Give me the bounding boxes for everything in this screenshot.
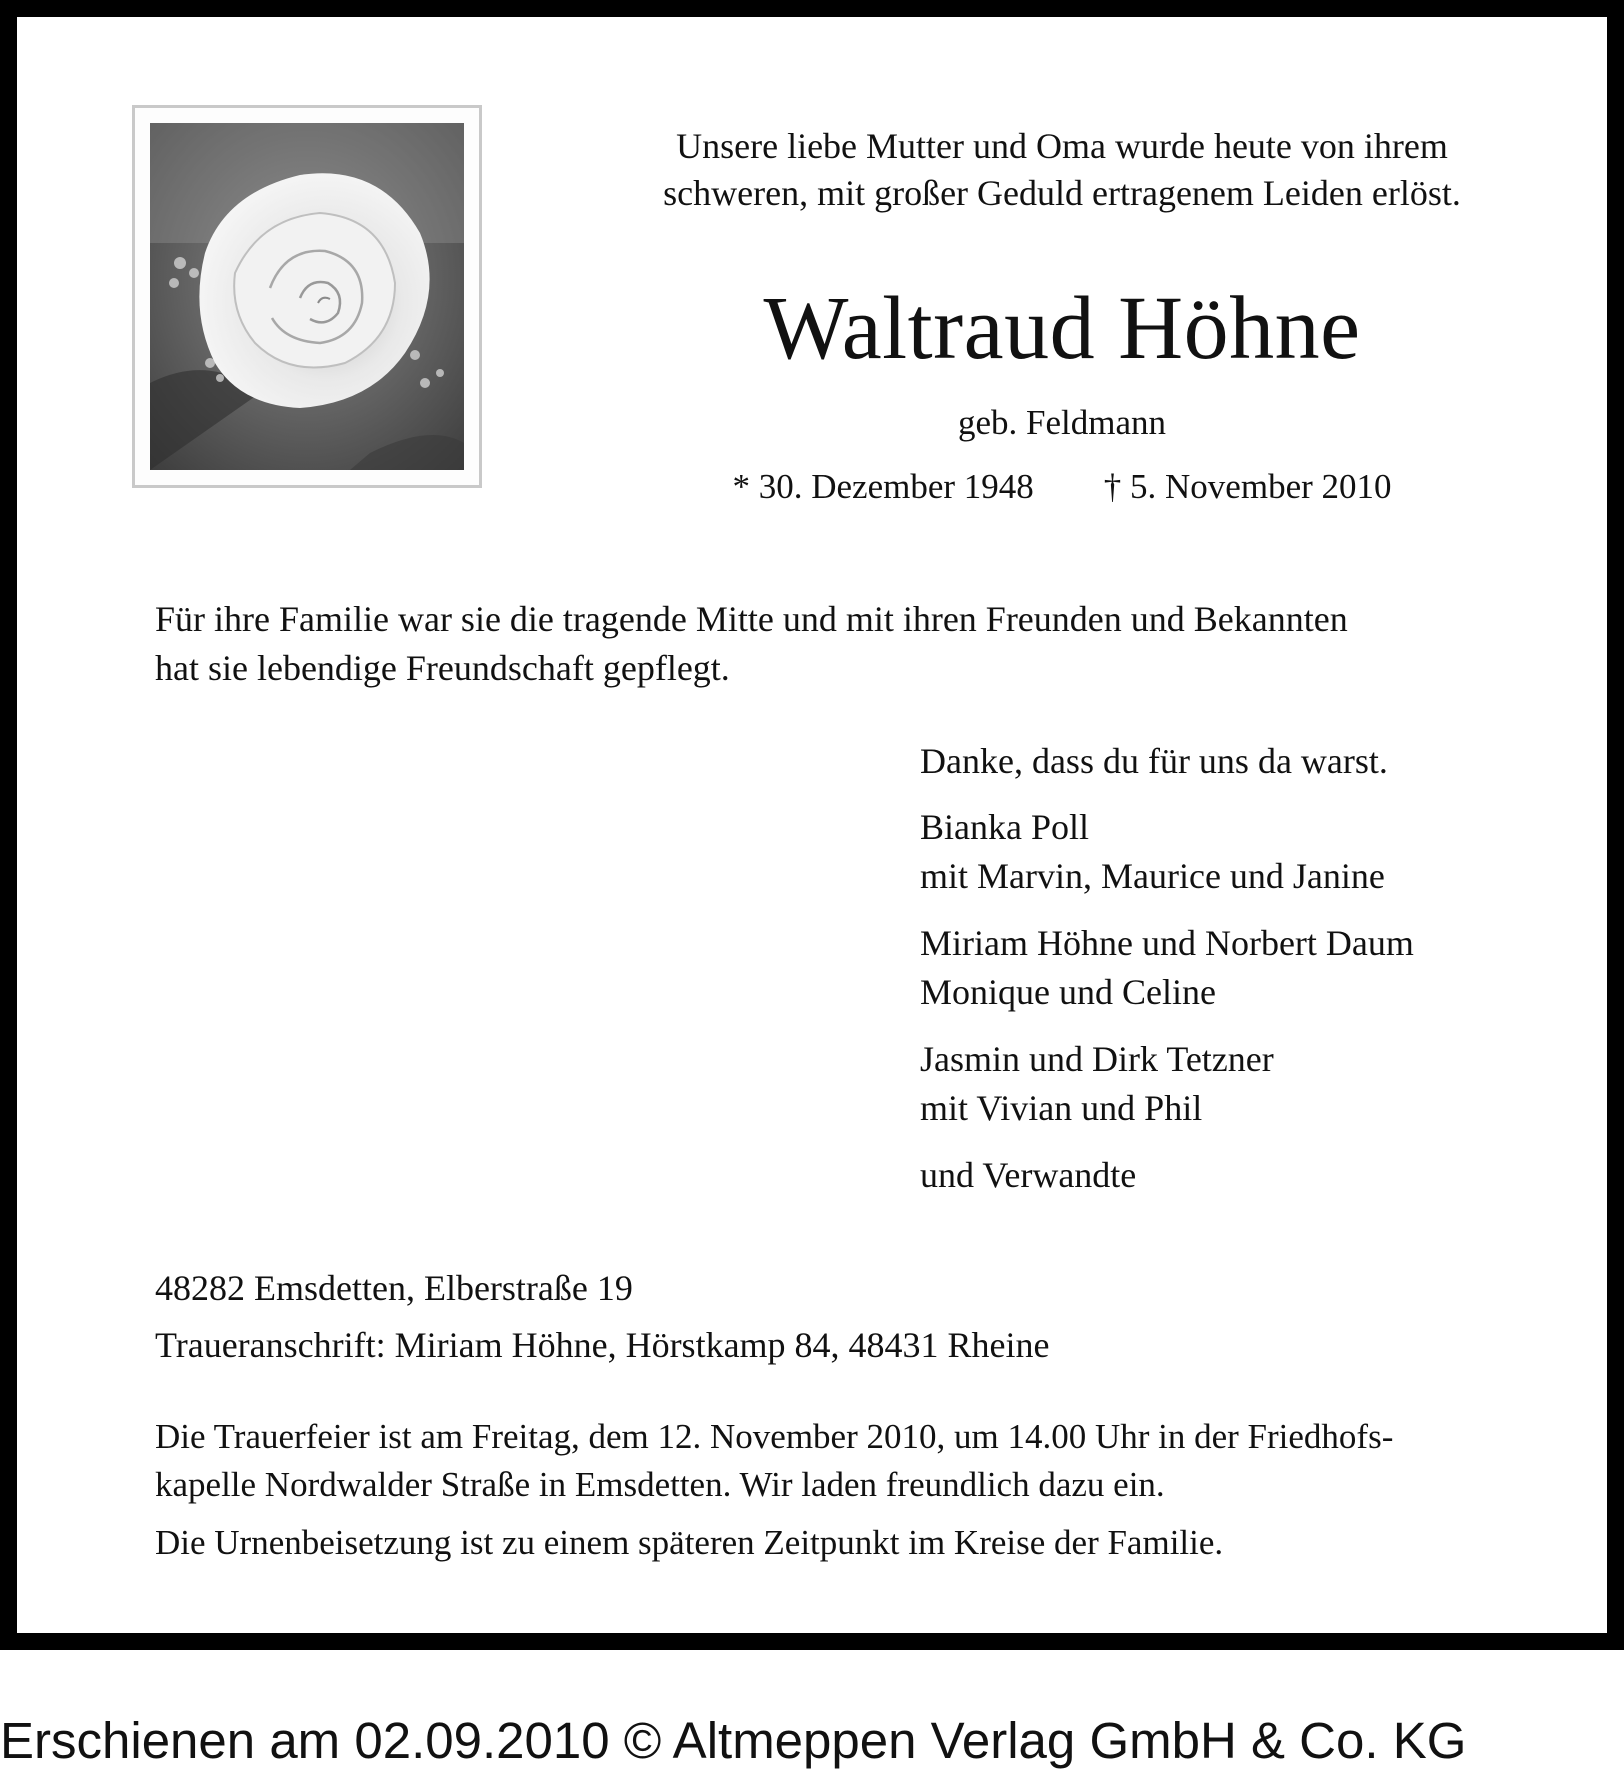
home-address: 48282 Emsdetten, Elberstraße 19 [155, 1268, 633, 1308]
mourner-line: Monique und Celine [920, 972, 1216, 1012]
ceremony-text [155, 1413, 1555, 1509]
mourner-line: mit Vivian und Phil [920, 1088, 1203, 1128]
photo-frame [132, 105, 482, 488]
mourner-group [920, 919, 1560, 1017]
mourner-group [920, 803, 1560, 901]
tribute-text [155, 595, 1555, 693]
white-rose-photo [150, 123, 464, 470]
intro-text [612, 123, 1512, 217]
mourner-group [920, 1035, 1560, 1133]
mourner-line: Miriam Höhne und Norbert Daum [920, 923, 1414, 963]
mourner-line: und Verwandte [920, 1155, 1137, 1195]
mourner-line: mit Marvin, Maurice und Janine [920, 856, 1385, 896]
birth-name: geb. Feldmann [957, 403, 1167, 442]
publication-footer: Erschienen am 02.09.2010 © Altmeppen Verlag GmbH & Co. KG [0, 1712, 1467, 1769]
mourner-line: Bianka Poll [920, 807, 1089, 847]
ceremony-line: kapelle Nordwalder Straße in Emsdetten. Wir laden freundlich dazu ein. [155, 1465, 1165, 1504]
urn-burial-text: Die Urnenbeisetzung ist zu einem späteren Zeitpunkt im Kreise der Familie. [155, 1523, 1224, 1562]
rose-illustration [150, 123, 464, 470]
mourners-list [920, 803, 1560, 1218]
tribute-line: Für ihre Familie war sie die tragende Mitte und mit ihren Freunden und Bekannten [155, 599, 1348, 639]
birth-date: * 30. Dezember 1948 [732, 467, 1034, 506]
mourner-group [920, 1151, 1560, 1200]
mourner-line: Jasmin und Dirk Tetzner [920, 1039, 1274, 1079]
life-dates [612, 465, 1512, 509]
ceremony-line: Die Trauerfeier ist am Freitag, dem 12. November 2010, um 14.00 Uhr in der Friedhofs- [155, 1417, 1394, 1456]
thanks-line: Danke, dass du für uns da warst. [920, 741, 1388, 781]
death-date: † 5. November 2010 [1103, 467, 1392, 506]
intro-line: schweren, mit großer Geduld ertragenem Leiden erlöst. [663, 173, 1461, 213]
intro-line: Unsere liebe Mutter und Oma wurde heute von ihrem [676, 126, 1448, 166]
mourning-address: Traueranschrift: Miriam Höhne, Hörstkamp 84, 48431 Rheine [155, 1325, 1050, 1365]
tribute-line: hat sie lebendige Freundschaft gepflegt. [155, 648, 730, 688]
deceased-name: Waltraud Höhne [763, 279, 1361, 378]
